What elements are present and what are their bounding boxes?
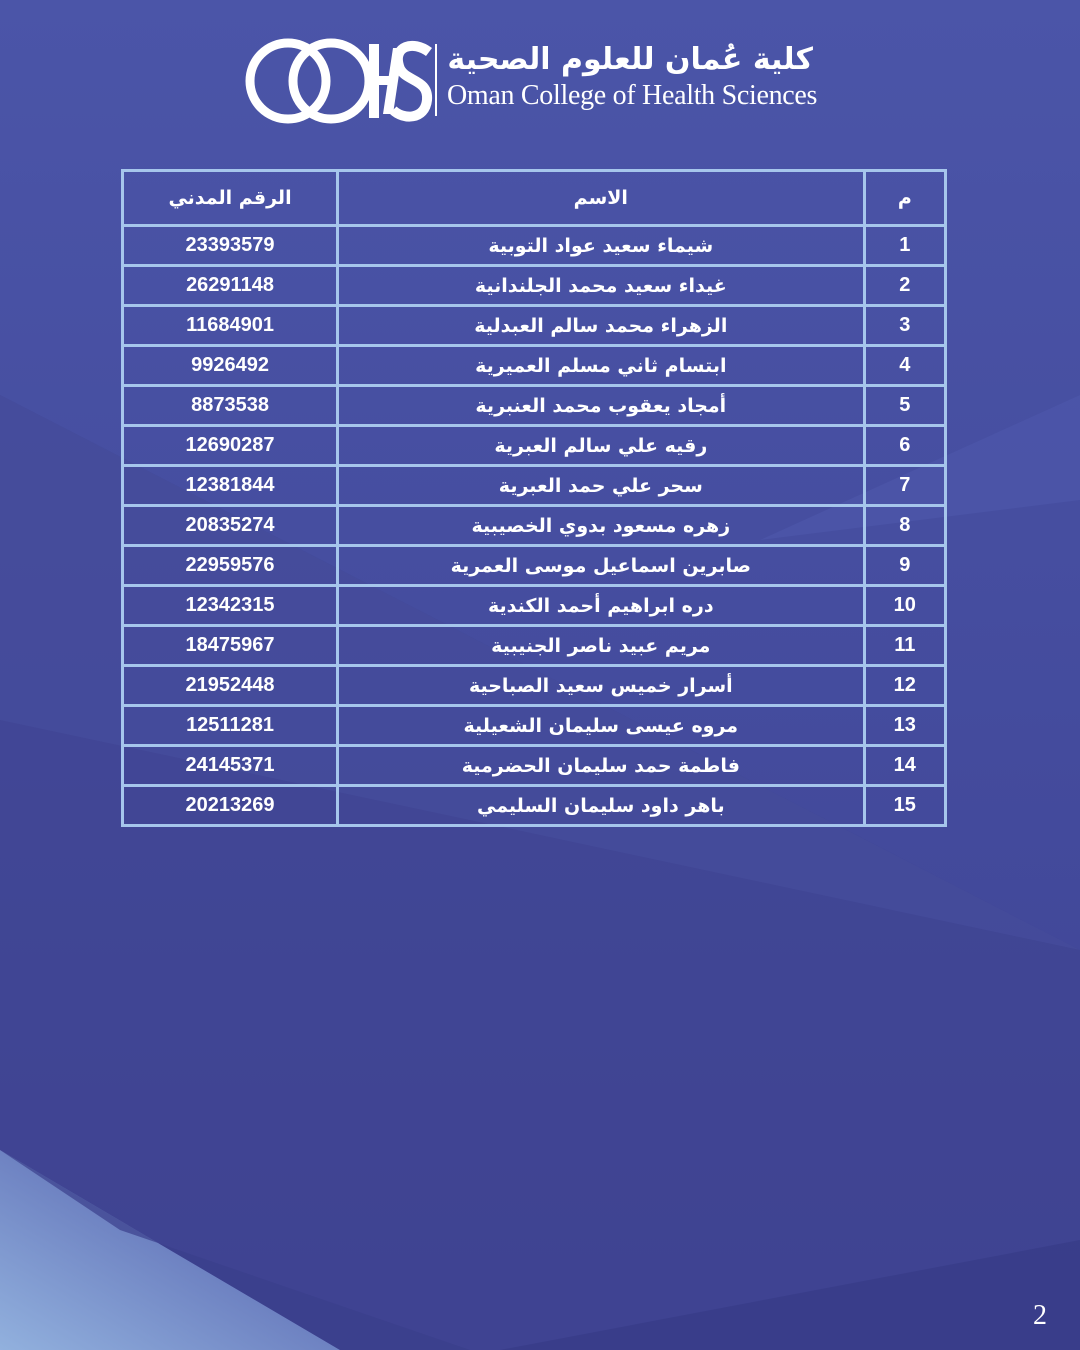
table-row: [123, 466, 946, 506]
table-row: [123, 386, 946, 426]
ochs-logo-mark-icon: [243, 36, 433, 126]
name-cell: شيماء سعيد عواد التوبية: [338, 226, 865, 266]
name-cell: أسرار خميس سعيد الصباحية: [338, 666, 865, 706]
number-cell: 12: [864, 666, 945, 706]
number-cell: 1: [864, 226, 945, 266]
student-table: [121, 169, 947, 827]
national-id-cell: 11684901: [123, 306, 338, 346]
table-row: [123, 226, 946, 266]
national-id-cell: 23393579: [123, 226, 338, 266]
header-national-id: الرقم المدني: [123, 171, 338, 226]
number-cell: 4: [864, 346, 945, 386]
name-cell: الزهراء محمد سالم العبدلية: [338, 306, 865, 346]
national-id-cell: 12511281: [123, 706, 338, 746]
table-row: [123, 786, 946, 826]
table-row: [123, 346, 946, 386]
table-row: [123, 626, 946, 666]
name-cell: ابتسام ثاني مسلم العميرية: [338, 346, 865, 386]
national-id-cell: 9926492: [123, 346, 338, 386]
table-row: [123, 706, 946, 746]
national-id-cell: 21952448: [123, 666, 338, 706]
college-name-arabic: كلية عُمان للعلوم الصحية: [447, 42, 813, 77]
name-cell: دره ابراهيم أحمد الكندية: [338, 586, 865, 626]
header-name: الاسم: [338, 171, 865, 226]
number-cell: 7: [864, 466, 945, 506]
name-cell: غيداء سعيد محمد الجلندانية: [338, 266, 865, 306]
table-row: [123, 746, 946, 786]
name-cell: زهره مسعود بدوي الخصيبية: [338, 506, 865, 546]
number-cell: 9: [864, 546, 945, 586]
table-row: [123, 266, 946, 306]
national-id-cell: 20835274: [123, 506, 338, 546]
name-cell: صابرين اسماعيل موسى العمرية: [338, 546, 865, 586]
national-id-cell: 24145371: [123, 746, 338, 786]
number-cell: 6: [864, 426, 945, 466]
number-cell: 14: [864, 746, 945, 786]
number-cell: 10: [864, 586, 945, 626]
name-cell: مروه عيسى سليمان الشعيلية: [338, 706, 865, 746]
name-cell: أمجاد يعقوب محمد العنبرية: [338, 386, 865, 426]
national-id-cell: 20213269: [123, 786, 338, 826]
national-id-cell: 12690287: [123, 426, 338, 466]
national-id-cell: 26291148: [123, 266, 338, 306]
number-cell: 11: [864, 626, 945, 666]
logo-divider: [435, 44, 437, 116]
name-cell: باهر داود سليمان السليمي: [338, 786, 865, 826]
number-cell: 5: [864, 386, 945, 426]
table-header-row: [123, 171, 946, 226]
number-cell: 8: [864, 506, 945, 546]
name-cell: مريم عبيد ناصر الجنيبية: [338, 626, 865, 666]
table-row: [123, 546, 946, 586]
name-cell: فاطمة حمد سليمان الحضرمية: [338, 746, 865, 786]
name-cell: رقيه علي سالم العبرية: [338, 426, 865, 466]
table-row: [123, 306, 946, 346]
national-id-cell: 12381844: [123, 466, 338, 506]
table-row: [123, 586, 946, 626]
number-cell: 3: [864, 306, 945, 346]
national-id-cell: 18475967: [123, 626, 338, 666]
college-name-english: Oman College of Health Sciences: [447, 80, 818, 111]
name-cell: سحر علي حمد العبرية: [338, 466, 865, 506]
college-logo: [243, 36, 818, 126]
header-number: م: [864, 171, 945, 226]
number-cell: 15: [864, 786, 945, 826]
national-id-cell: 8873538: [123, 386, 338, 426]
table-row: [123, 426, 946, 466]
number-cell: 13: [864, 706, 945, 746]
national-id-cell: 12342315: [123, 586, 338, 626]
page-number: 2: [1033, 1300, 1047, 1331]
number-cell: 2: [864, 266, 945, 306]
table-row: [123, 506, 946, 546]
national-id-cell: 22959576: [123, 546, 338, 586]
table-row: [123, 666, 946, 706]
